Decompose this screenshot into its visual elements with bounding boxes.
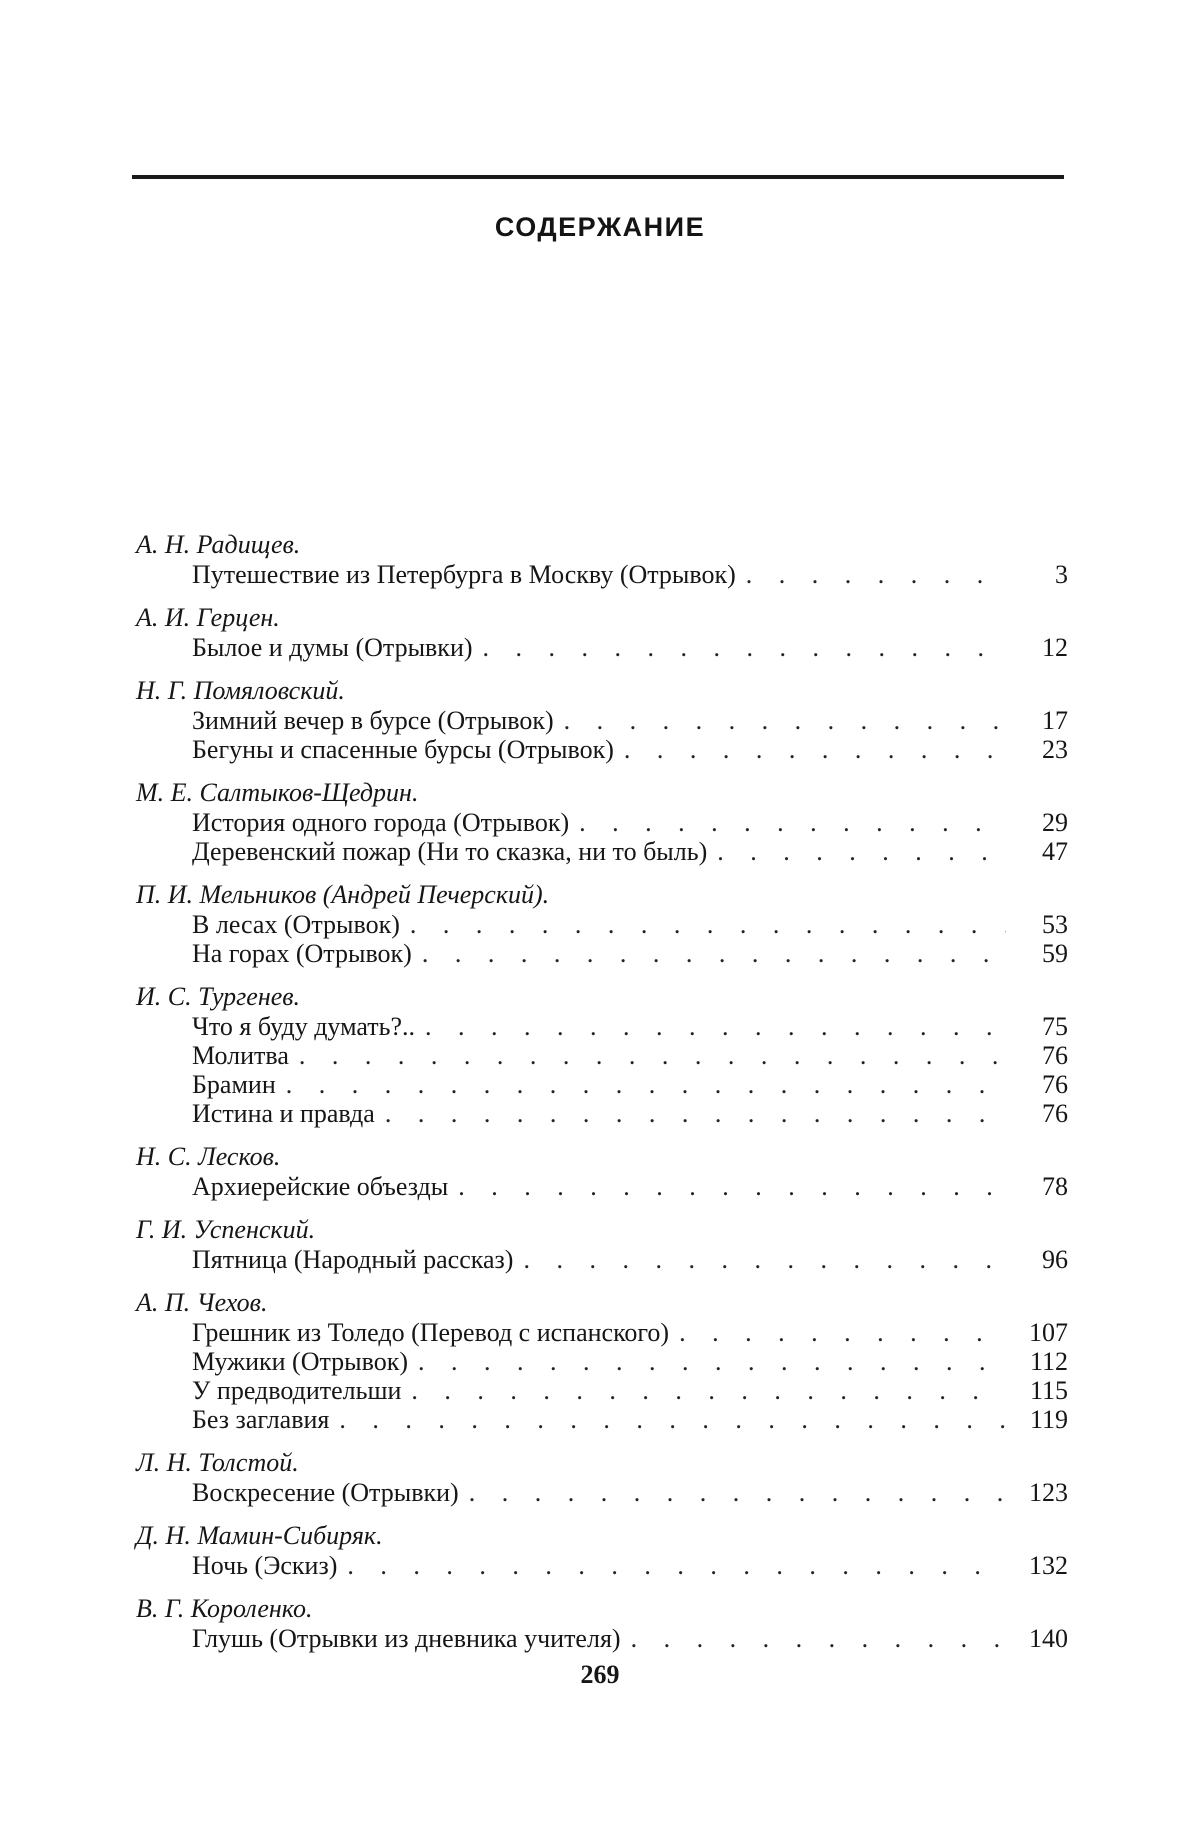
dot-leader — [483, 633, 1006, 662]
author-name: М. Е. Салтыков-Щедрин. — [136, 778, 419, 807]
page-ref: 140 — [1029, 1624, 1068, 1653]
author-name: В. Г. Короленко. — [136, 1594, 313, 1623]
page-ref: 76 — [1042, 1070, 1068, 1099]
toc-group — [136, 982, 1068, 1128]
toc-group — [136, 1142, 1068, 1201]
work-title: История одного города (Отрывок) — [192, 808, 570, 837]
page-ref: 112 — [1029, 1347, 1068, 1376]
page-ref: 107 — [1029, 1318, 1068, 1347]
toc-entry — [192, 560, 1068, 589]
author-name: И. С. Тургенев. — [136, 982, 301, 1011]
toc-entry — [192, 1347, 1068, 1376]
dot-leader — [631, 1624, 1006, 1653]
toc-entry — [192, 633, 1068, 662]
work-title: В лесах (Отрывок) — [192, 910, 400, 939]
work-title: На горах (Отрывок) — [192, 939, 412, 968]
toc-entry — [192, 1172, 1068, 1201]
dot-leader — [347, 1551, 1006, 1580]
work-title: Брамин — [192, 1070, 276, 1099]
dot-leader — [418, 1347, 1006, 1376]
dot-leader — [469, 1478, 1006, 1507]
dot-leader — [411, 1376, 1006, 1405]
work-title: Глушь (Отрывки из дневника учителя) — [192, 1624, 621, 1653]
author-name: А. Н. Радищев. — [136, 530, 301, 559]
author-name: Г. И. Успенский. — [136, 1215, 316, 1244]
work-title: Пятница (Народный рассказ) — [192, 1245, 514, 1274]
work-title: У предводительши — [192, 1376, 402, 1405]
toc-group — [136, 1594, 1068, 1653]
toc-entry — [192, 1012, 1068, 1041]
dot-leader — [746, 560, 1006, 589]
dot-leader — [339, 1405, 1006, 1434]
page-ref: 12 — [1042, 633, 1068, 662]
toc-entry — [192, 1551, 1068, 1580]
work-title: Деревенский пожар (Ни то сказка, ни то быль) — [192, 837, 708, 866]
work-title: Былое и думы (Отрывки) — [192, 633, 473, 662]
toc-group — [136, 1288, 1068, 1434]
page-ref: 78 — [1042, 1172, 1068, 1201]
toc-entry — [192, 910, 1068, 939]
work-title: Бегуны и спасенные бурсы (Отрывок) — [192, 735, 614, 764]
author-name: Н. С. Лесков. — [136, 1142, 281, 1171]
dot-leader — [425, 1012, 1006, 1041]
toc-group — [136, 1521, 1068, 1580]
page-ref: 96 — [1042, 1245, 1068, 1274]
toc-entry — [192, 1478, 1068, 1507]
page-ref: 115 — [1029, 1376, 1068, 1405]
page-ref: 29 — [1042, 808, 1068, 837]
page-ref: 119 — [1029, 1405, 1068, 1434]
work-title: Мужики (Отрывок) — [192, 1347, 409, 1376]
toc-group — [136, 778, 1068, 866]
toc-entry — [192, 837, 1068, 866]
page-ref: 76 — [1042, 1041, 1068, 1070]
work-title: Путешествие из Петербурга в Москву (Отрывок) — [192, 560, 736, 589]
work-title: Истина и правда — [192, 1099, 375, 1128]
toc-entry — [192, 1624, 1068, 1653]
dot-leader — [679, 1318, 1006, 1347]
toc-group — [136, 880, 1068, 968]
dot-leader — [299, 1041, 1006, 1070]
work-title: Зимний вечер в бурсе (Отрывок) — [192, 706, 554, 735]
author-name: Н. Г. Помяловский. — [136, 676, 345, 705]
page-ref: 17 — [1042, 706, 1068, 735]
work-title: Молитва — [192, 1041, 289, 1070]
author-name: А. И. Герцен. — [136, 603, 280, 632]
toc-group — [136, 1215, 1068, 1274]
page-ref: 47 — [1042, 837, 1068, 866]
work-title: Архиерейские объезды — [192, 1172, 449, 1201]
dot-leader — [624, 735, 1006, 764]
work-title: Воскресение (Отрывки) — [192, 1478, 459, 1507]
page-ref: 53 — [1042, 910, 1068, 939]
dot-leader — [564, 706, 1006, 735]
author-name: П. И. Мельников (Андрей Печерский). — [136, 880, 550, 909]
work-title: Ночь (Эскиз) — [192, 1551, 338, 1580]
toc-entry — [192, 939, 1068, 968]
dot-leader — [422, 939, 1006, 968]
work-title: Что я буду думать?.. — [192, 1012, 415, 1041]
page-ref: 132 — [1029, 1551, 1068, 1580]
toc-group — [136, 603, 1068, 662]
toc-entry — [192, 1070, 1068, 1099]
toc-group — [136, 530, 1068, 589]
toc-entry — [192, 1318, 1068, 1347]
dot-leader — [458, 1172, 1006, 1201]
dot-leader — [286, 1070, 1006, 1099]
toc-entry — [192, 1245, 1068, 1274]
dot-leader — [385, 1099, 1006, 1128]
page-ref: 123 — [1029, 1478, 1068, 1507]
toc-entry — [192, 808, 1068, 837]
toc-group — [136, 676, 1068, 764]
page-title: СОДЕРЖАНИЕ — [494, 212, 706, 242]
toc-group — [136, 1448, 1068, 1507]
dot-leader — [410, 910, 1006, 939]
toc-entry — [192, 1376, 1068, 1405]
page-number: 269 — [580, 1660, 620, 1689]
dot-leader — [717, 837, 1006, 866]
page-ref: 76 — [1042, 1099, 1068, 1128]
table-of-contents — [136, 530, 1068, 1667]
toc-entry — [192, 1405, 1068, 1434]
toc-entry — [192, 735, 1068, 764]
work-title: Без заглавия — [192, 1405, 330, 1434]
page-ref: 23 — [1042, 735, 1068, 764]
page-ref: 75 — [1042, 1012, 1068, 1041]
dot-leader — [523, 1245, 1006, 1274]
toc-entry — [192, 1041, 1068, 1070]
page-ref: 59 — [1042, 939, 1068, 968]
page-ref: 3 — [1055, 560, 1068, 589]
top-rule — [132, 175, 1064, 179]
author-name: Л. Н. Толстой. — [136, 1448, 299, 1477]
author-name: Д. Н. Мамин-Сибиряк. — [136, 1521, 383, 1550]
toc-entry — [192, 706, 1068, 735]
author-name: А. П. Чехов. — [136, 1288, 268, 1317]
toc-entry — [192, 1099, 1068, 1128]
work-title: Грешник из Толедо (Перевод с испанского) — [192, 1318, 670, 1347]
dot-leader — [579, 808, 1006, 837]
